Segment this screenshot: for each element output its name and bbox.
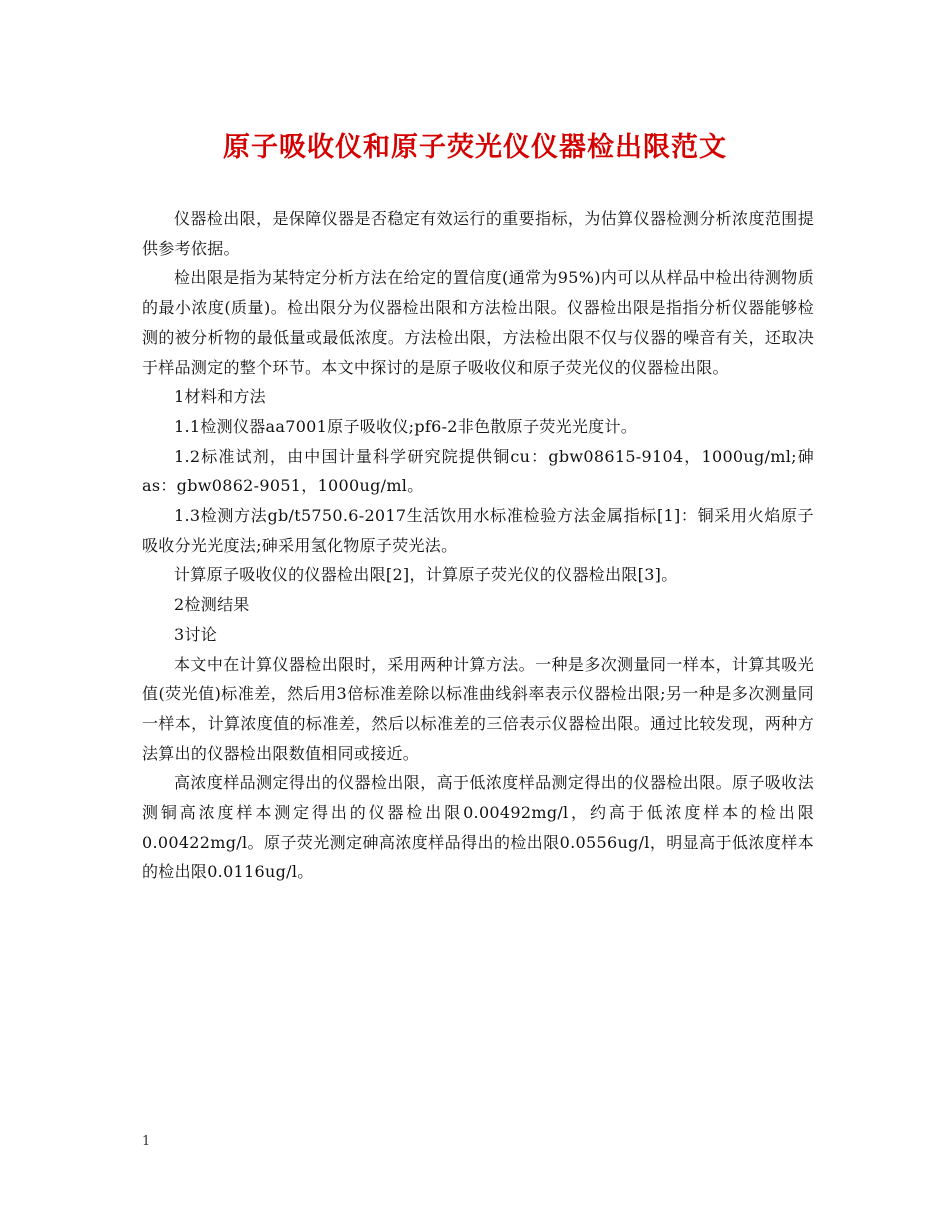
document-body [142, 204, 814, 887]
page-number: 1 [142, 1134, 151, 1149]
paragraph-discussion-comparison: 高浓度样品测定得出的仪器检出限，高于低浓度样品测定得出的仪器检出限。原子吸收法测铜高浓度样本测定得出的仪器检出限0.00492mg/l，约高于低浓度样本的检出限0.00422mg/l。原子荧光测定砷高浓度样品得出的检出限0.0556ug/l，明显高于低浓度样本的检出限0.0116ug/l。 [142, 773, 814, 882]
paragraph-instruments: 1.1检测仪器aa7001原子吸收仪;pf6-2非色散原子荧光光度计。 [174, 416, 638, 436]
section-heading-discussion: 3讨论 [174, 624, 218, 644]
paragraph-discussion-methods: 本文中在计算仪器检出限时，采用两种计算方法。一种是多次测量同一样本，计算其吸光值(荧光值)标准差，然后用3倍标准差除以标准曲线斜率表示仪器检出限;另一种是多次测量同一样本，计算浓度值的标准差，然后以标准差的三倍表示仪器检出限。通过比较发现，两种方法算出的仪器检出限数值相同或接近。 [142, 654, 814, 763]
paragraph-intro: 仪器检出限，是保障仪器是否稳定有效运行的重要指标，为估算仪器检测分析浓度范围提供参考依据。 [142, 209, 814, 258]
paragraph-reagents: 1.2标准试剂，由中国计量科学研究院提供铜cu：gbw08615-9104，1000ug/ml;砷as：gbw0862-9051，1000ug/ml。 [142, 446, 814, 496]
paragraph-calculation: 计算原子吸收仪的仪器检出限[2]，计算原子荧光仪的仪器检出限[3]。 [174, 565, 678, 585]
paragraph-methods: 1.3检测方法gb/t5750.6-2017生活饮用水标准检验方法金属指标[1]：铜采用火焰原子吸收分光光度法;砷采用氢化物原子荧光法。 [142, 506, 814, 555]
paragraph-definition: 检出限是指为某特定分析方法在给定的置信度(通常为95%)内可以从样品中检出待测物质的最小浓度(质量)。检出限分为仪器检出限和方法检出限。仪器检出限是指指分析仪器能够检测的被分析物的最低量或最低浓度。方法检出限，方法检出限不仅与仪器的噪音有关，还取决于样品测定的整个环节。本文中探讨的是原子吸收仪和原子荧光仪的仪器检出限。 [142, 268, 814, 377]
section-heading-materials: 1材料和方法 [174, 387, 266, 407]
document-title: 原子吸收仪和原子荧光仪仪器检出限范文 [223, 132, 727, 163]
section-heading-results: 2检测结果 [174, 595, 250, 615]
